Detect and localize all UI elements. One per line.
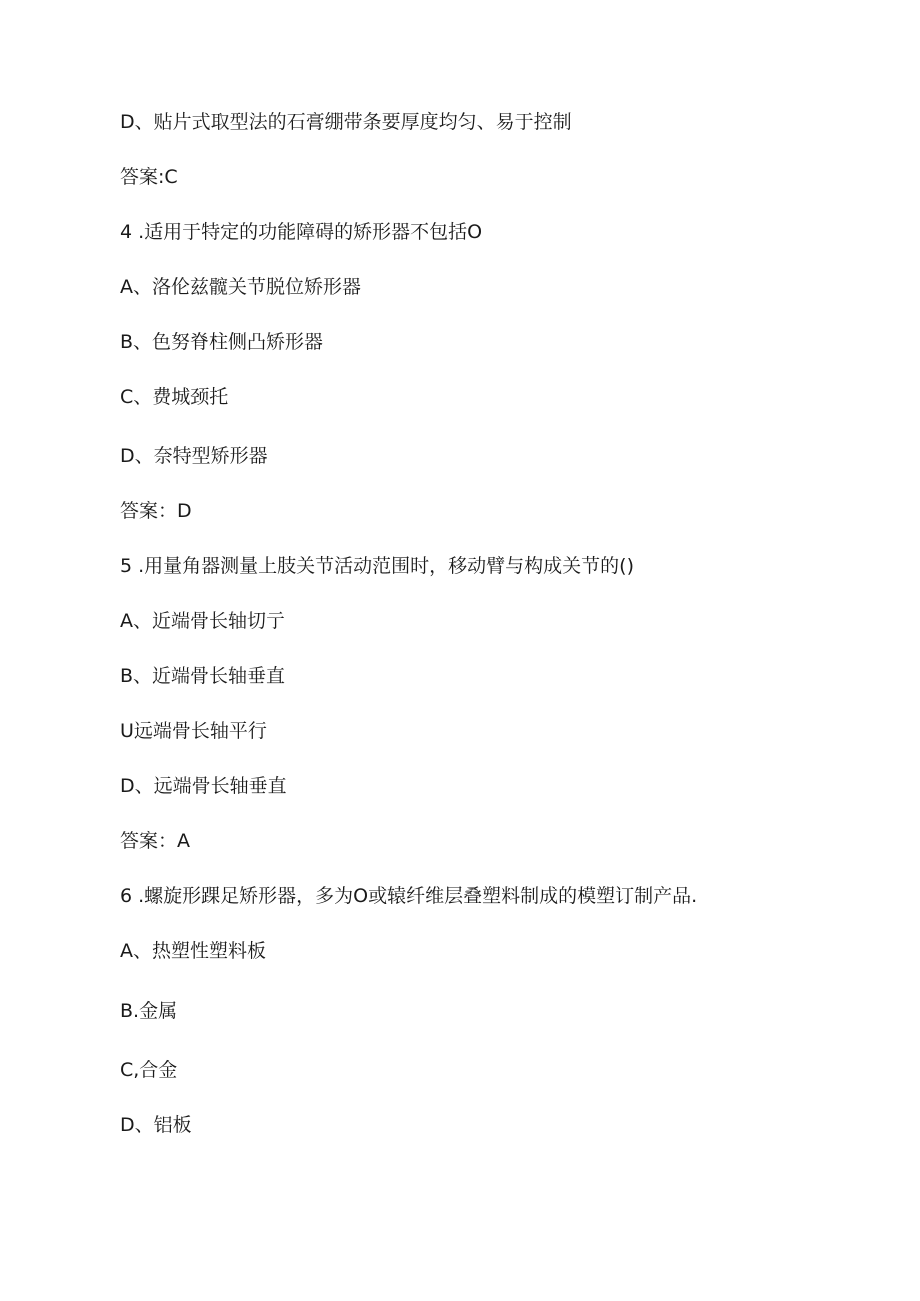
option-c-q4: C、费城颈托 bbox=[120, 386, 229, 408]
option-b-q6: B.金属 bbox=[120, 1000, 178, 1022]
option-d-q4: D、奈特型矫形器 bbox=[120, 445, 268, 467]
question-6: 6 .螺旋形踝足矫形器，多为O或辕纤维层叠塑料制成的模塑订制产品. bbox=[120, 885, 698, 907]
answer-q4: 答案：D bbox=[120, 500, 192, 522]
option-a-q4: A、洛伦兹髋关节脱位矫形器 bbox=[120, 276, 361, 298]
option-d-q6: D、铝板 bbox=[120, 1114, 192, 1136]
option-b-q4: B、色努脊柱侧凸矫形器 bbox=[120, 331, 324, 353]
option-a-q6: A、热塑性塑料板 bbox=[120, 940, 266, 962]
option-b-q5: B、近端骨长轴垂直 bbox=[120, 665, 286, 687]
option-c-q5: U远端骨长轴平行 bbox=[120, 720, 267, 742]
answer-q3: 答案:C bbox=[120, 166, 178, 188]
question-4: 4 .适用于特定的功能障碍的矫形器不包括O bbox=[120, 221, 483, 243]
option-d-q3: D、贴片式取型法的石膏绷带条要厚度均匀、易于控制 bbox=[120, 111, 572, 133]
option-a-q5: A、近端骨长轴切亍 bbox=[120, 610, 285, 632]
question-5: 5 .用量角器测量上肢关节活动范围时，移动臂与构成关节的() bbox=[120, 555, 634, 577]
option-d-q5: D、远端骨长轴垂直 bbox=[120, 775, 287, 797]
answer-q5: 答案：A bbox=[120, 830, 190, 852]
option-c-q6: C,合金 bbox=[120, 1059, 178, 1081]
